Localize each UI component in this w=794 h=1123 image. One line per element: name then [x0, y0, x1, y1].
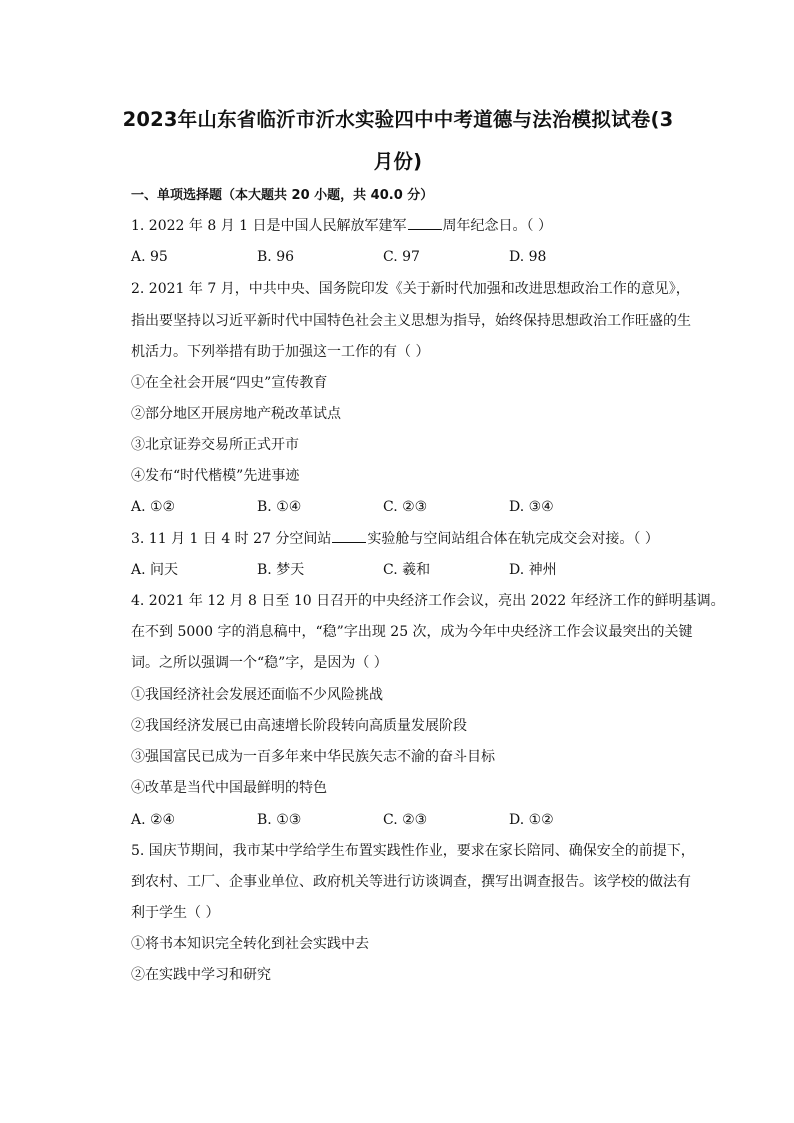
question-2-item-4: ④发布“时代楷模”先进事迹 [131, 468, 300, 484]
question-4-line-3: 词。之所以强调一个“稳”字，是因为（ ） [131, 655, 388, 671]
question-2-options [131, 497, 691, 517]
option-a: A. ①② [131, 499, 176, 515]
option-c: C. ②③ [383, 499, 428, 515]
question-4-item-2: ②我国经济发展已由高速增长阶段转向高质量发展阶段 [131, 718, 467, 734]
question-4-item-4: ④改革是当代中国最鲜明的特色 [131, 780, 327, 796]
question-1-options [131, 247, 691, 267]
question-2-line-1: 2. 2021 年 7 月，中共中央、国务院印发《关于新时代加强和改进思想政治工作的意见》， [131, 281, 690, 297]
option-b: B. ①③ [257, 812, 302, 828]
option-d: D. ①② [509, 812, 554, 828]
option-d: D. 神州 [509, 562, 557, 578]
question-3-text-after: 实验舱与空间站组合体在轨完成交会对接。（ ） [367, 531, 659, 547]
question-4-line-2: 在不到 5000 字的消息稿中，“稳”字出现 25 次，成为今年中央经济工作会议最突出的关键 [131, 624, 693, 640]
question-3-text-before: 3. 11 月 1 日 4 时 27 分空间站 [131, 531, 332, 547]
question-2-line-2: 指出要坚持以习近平新时代中国特色社会主义思想为指导，始终保持思想政治工作旺盛的生 [131, 313, 691, 329]
option-d: D. ③④ [509, 499, 554, 515]
exam-title-line-1: 2023年山东省临沂市沂水实验四中中考道德与法治模拟试卷(3 [122, 108, 674, 131]
question-4-line-1: 4. 2021 年 12 月 8 日至 10 日召开的中央经济工作会议，亮出 2022 年经济工作的鲜明基调。 [131, 593, 725, 609]
exam-title-line-2: 月份) [373, 150, 423, 173]
question-4-item-1: ①我国经济社会发展还面临不少风险挑战 [131, 687, 383, 703]
question-3-options [131, 560, 691, 580]
question-5-line-2: 到农村、工厂、企事业单位、政府机关等进行访谈调查，撰写出调查报告。该学校的做法有 [131, 874, 691, 890]
question-5-line-3: 利于学生（ ） [131, 905, 220, 921]
question-2-item-3: ③北京证券交易所正式开市 [131, 437, 299, 453]
option-b: B. 梦天 [257, 562, 305, 578]
question-5-item-2: ②在实践中学习和研究 [131, 967, 271, 983]
option-a: A. 问天 [131, 562, 179, 578]
section-heading: 一、单项选择题（本大题共 20 小题，共 40.0 分） [131, 188, 434, 203]
option-c: C. ②③ [383, 812, 428, 828]
question-5-item-1: ①将书本知识完全转化到社会实践中去 [131, 936, 369, 952]
option-c: C. 羲和 [383, 562, 431, 578]
question-5-line-1: 5. 国庆节期间，我市某中学给学生布置实践性作业，要求在家长陪同、确保安全的前提下， [131, 843, 695, 859]
question-2-item-2: ②部分地区开展房地产税改革试点 [131, 406, 341, 422]
question-1-stem [131, 216, 552, 236]
question-4-item-3: ③强国富民已成为一百多年来中华民族矢志不渝的奋斗目标 [131, 749, 495, 765]
question-2-line-3: 机活力。下列举措有助于加强这一工作的有（ ） [131, 344, 430, 360]
fill-in-blank [408, 217, 442, 230]
question-3-stem [131, 529, 659, 549]
question-2-item-1: ①在全社会开展“四史”宣传教育 [131, 375, 328, 391]
option-c: C. 97 [383, 249, 420, 265]
fill-in-blank [332, 530, 366, 543]
option-b: B. ①④ [257, 499, 302, 515]
option-a: A. ②④ [131, 812, 176, 828]
option-a: A. 95 [131, 249, 168, 265]
option-b: B. 96 [257, 249, 295, 265]
question-1-text-after: 周年纪念日。（ ） [442, 218, 552, 234]
question-4-options [131, 810, 691, 830]
question-1-text-before: 1. 2022 年 8 月 1 日是中国人民解放军建军 [131, 218, 407, 234]
option-d: D. 98 [509, 249, 547, 265]
